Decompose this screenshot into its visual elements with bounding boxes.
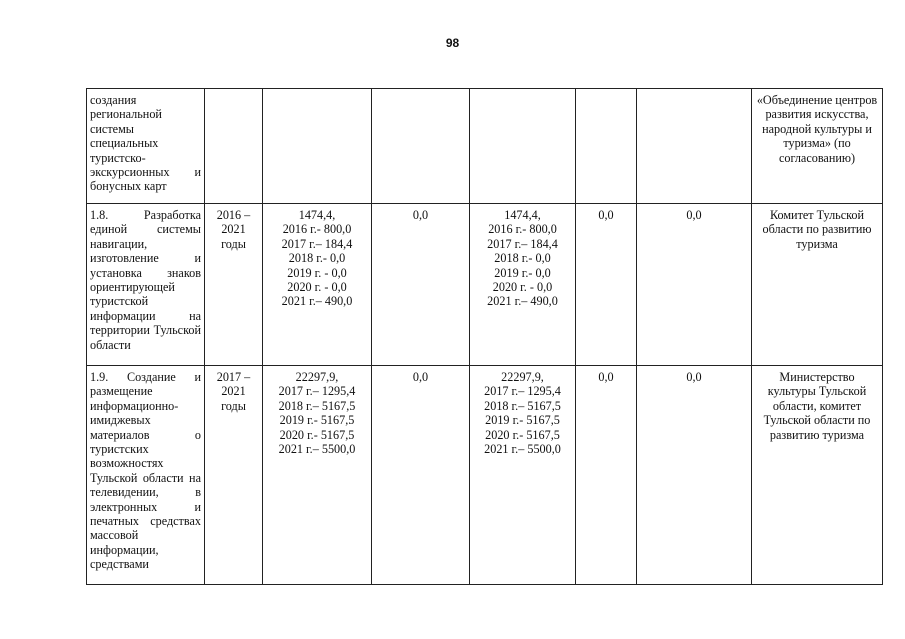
total-cell [263,89,372,204]
extra-budget-cell: 0,0 [637,204,752,366]
executor-cell: Министерство культуры Тульской области, комитет Тульской области по развитию туризма [752,366,883,585]
local-cell: 0,0 [576,204,637,366]
total-cell: 22297,9, 2017 г.– 1295,4 2018 г.– 5167,5 2019 г.- 5167,5 2020 г.- 5167,5 2021 г.– 5500,0 [263,366,372,585]
table-row [87,366,883,585]
local-cell: 0,0 [576,366,637,585]
local-cell [576,89,637,204]
total-cell: 1474,4, 2016 г.- 800,0 2017 г.– 184,4 2018 г.- 0,0 2019 г. - 0,0 2020 г. - 0,0 2021 г.– 490,0 [263,204,372,366]
measure-name-cell: 1.8. Разработка единой системы навигации, изготовление и установка знаков ориентирующей туристской информации на территории Тульской области [87,204,205,366]
extra-budget-cell [637,89,752,204]
federal-cell: 0,0 [372,366,470,585]
executor-cell: Комитет Тульской области по развитию туризма [752,204,883,366]
regional-cell: 22297,9, 2017 г.– 1295,4 2018 г.– 5167,5 2019 г.- 5167,5 2020 г.- 5167,5 2021 г.– 5500,0 [470,366,576,585]
extra-budget-cell: 0,0 [637,366,752,585]
program-table [86,88,883,585]
period-cell [205,89,263,204]
measure-name-cell: 1.9. Создание и размещение информационно-имиджевых материалов о туристских возможностях Тульской области на телевидении, в электронных и печатных средствах массовой информации, средствами [87,366,205,585]
measure-name-cell: создания региональной системы специальных туристско-экскурсионных и бонусных карт [87,89,205,204]
page-number: 98 [445,36,460,50]
executor-cell: «Объединение центров развития искусства, народной культуры и туризма» (по согласованию) [752,89,883,204]
period-cell: 2016 – 2021 годы [205,204,263,366]
federal-cell: 0,0 [372,204,470,366]
table-row [87,204,883,366]
table-row [87,89,883,204]
regional-cell [470,89,576,204]
regional-cell: 1474,4, 2016 г.- 800,0 2017 г.– 184,4 2018 г.- 0,0 2019 г.- 0,0 2020 г. - 0,0 2021 г.– 490,0 [470,204,576,366]
period-cell: 2017 – 2021 годы [205,366,263,585]
federal-cell [372,89,470,204]
